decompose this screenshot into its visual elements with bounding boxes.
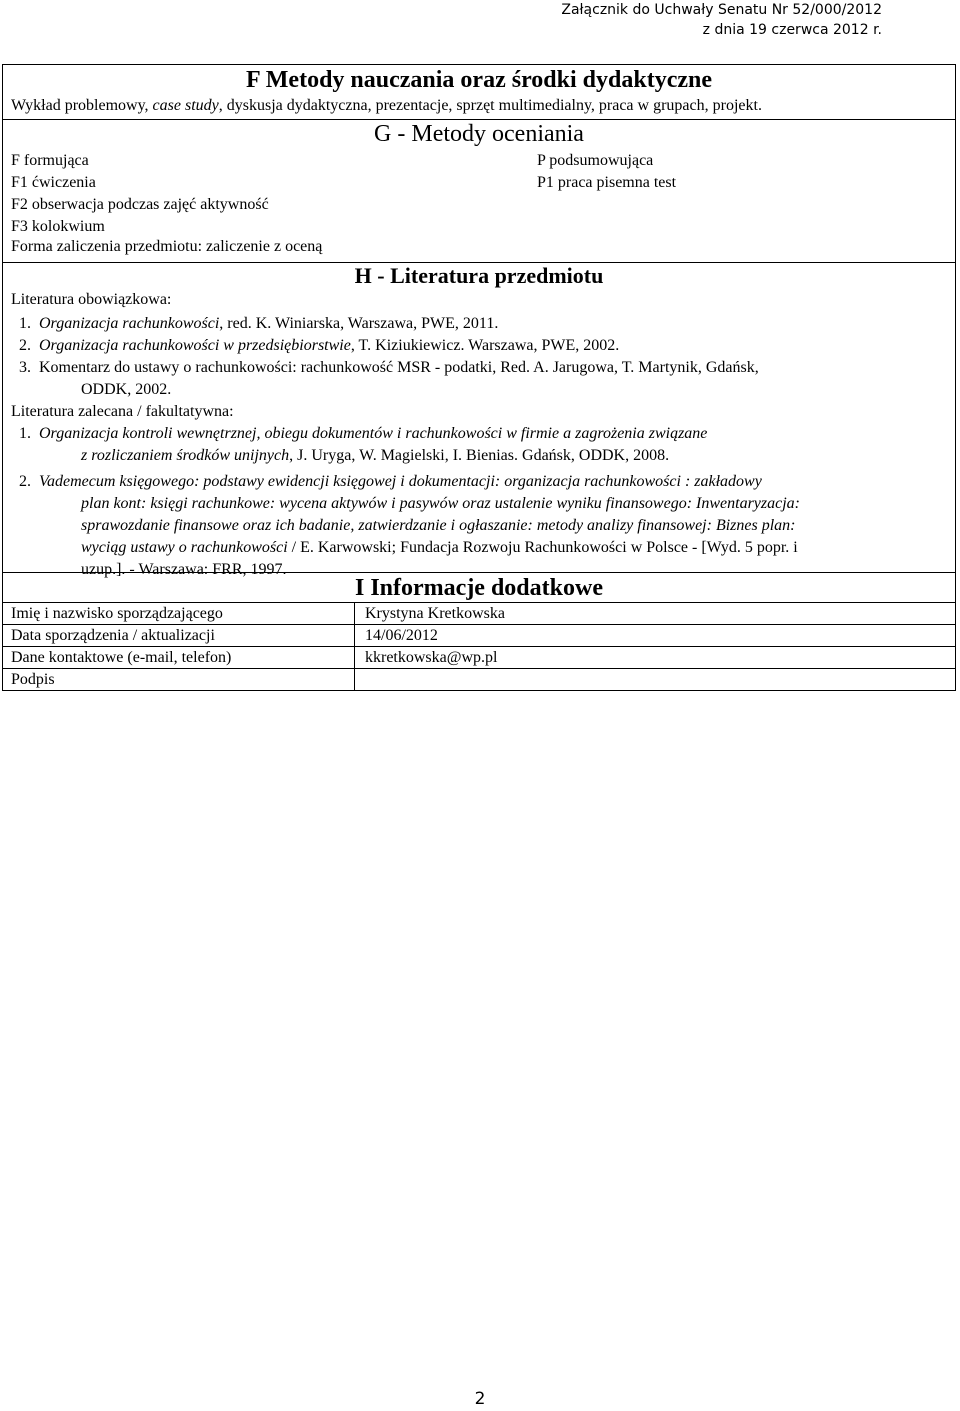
section-f-text: Wykład problemowy, case study, dyskusja dydaktyczna, prezentacje, sprzęt multimedialny, praca w grupach, projekt. xyxy=(11,97,762,114)
annex-header-line1: Załącznik do Uchwały Senatu Nr 52/000/2012 xyxy=(561,2,882,18)
info-label-signature: Podpis xyxy=(2,668,355,691)
info-value-contact: kkretkowska@wp.pl xyxy=(354,646,956,669)
info-label-date: Data sporządzenia / aktualizacji xyxy=(2,624,355,647)
section-g-title: G - Metody oceniania xyxy=(374,121,584,147)
section-h xyxy=(2,262,956,578)
section-i-title: I Informacje dodatkowe xyxy=(355,575,603,601)
section-g xyxy=(2,119,956,263)
formative-column xyxy=(11,150,269,238)
list-item: 3. Komentarz do ustawy o rachunkowości: rachunkowość MSR - podatki, Red. A. Jarugowa, T. Martynik, Gdańsk, ODDK, 2002. xyxy=(19,359,759,398)
summative-column xyxy=(537,150,676,194)
assessment-form-value: zaliczenie z oceną xyxy=(202,238,323,255)
info-value-date: 14/06/2012 xyxy=(354,624,956,647)
formative-item: F3 kolokwium xyxy=(11,218,105,235)
required-literature-list xyxy=(3,313,955,401)
annex-header xyxy=(561,0,882,40)
info-value-signature xyxy=(354,668,956,691)
info-value-author: Krystyna Kretkowska xyxy=(354,602,956,625)
list-item: 2. Vademecum księgowego: podstawy ewidencji księgowej i dokumentacji: organizacja rachunkowości : zakładowy plan kont: księgi rachunkowe: wycena aktywów i pasywów oraz ustalenie wyniku finansowego: Inwentaryzacja: sprawozdanie finansowe oraz ich badanie, zatwierdzanie i ogłaszanie: metody analizy finansowej: Biznes plan: wyciąg ustawy o rachunkowości / E. Karwowski; Fundacja Rozwoju Rachunkowości w Polsce - [Wyd. 5 popr. i uzup.]. - Warszawa: FRR, 1997. xyxy=(19,473,800,578)
annex-header-line2: z dnia 19 czerwca 2012 r. xyxy=(702,22,882,38)
formative-item: F2 obserwacja podczas zajęć aktywność xyxy=(11,196,269,213)
page-number: 2 xyxy=(474,1389,486,1409)
list-item: 1. Organizacja rachunkowości, red. K. Winiarska, Warszawa, PWE, 2011. xyxy=(19,315,499,332)
formative-heading: F formująca xyxy=(11,152,89,169)
section-f xyxy=(2,64,956,120)
assessment-form-label: Forma zaliczenia przedmiotu: xyxy=(11,238,203,255)
required-literature-label: Literatura obowiązkowa: xyxy=(11,291,172,308)
optional-literature-label: Literatura zalecana / fakultatywna: xyxy=(11,403,234,420)
info-label-author: Imię i nazwisko sporządzającego xyxy=(2,602,355,625)
info-label-contact: Dane kontaktowe (e-mail, telefon) xyxy=(2,646,355,669)
list-item: 2. Organizacja rachunkowości w przedsiębiorstwie, T. Kiziukiewicz. Warszawa, PWE, 2002. xyxy=(19,337,620,354)
summative-item: P1 praca pisemna test xyxy=(537,174,677,191)
assessment-form xyxy=(11,236,322,258)
section-i xyxy=(2,572,956,602)
section-h-title: H - Literatura przedmiotu xyxy=(354,263,604,288)
section-f-title: F Metody nauczania oraz środki dydaktyczne xyxy=(246,67,712,93)
optional-literature-list xyxy=(3,423,955,581)
list-item: 1. Organizacja kontroli wewnętrznej, obiegu dokumentów i rachunkowości w firmie a zagrożenia związane z rozliczaniem środków unijnych, J. Uryga, W. Magielski, I. Bienias. Gdańsk, ODDK, 2008. xyxy=(19,425,708,464)
formative-item: F1 ćwiczenia xyxy=(11,174,96,191)
summative-heading: P podsumowująca xyxy=(537,152,654,169)
